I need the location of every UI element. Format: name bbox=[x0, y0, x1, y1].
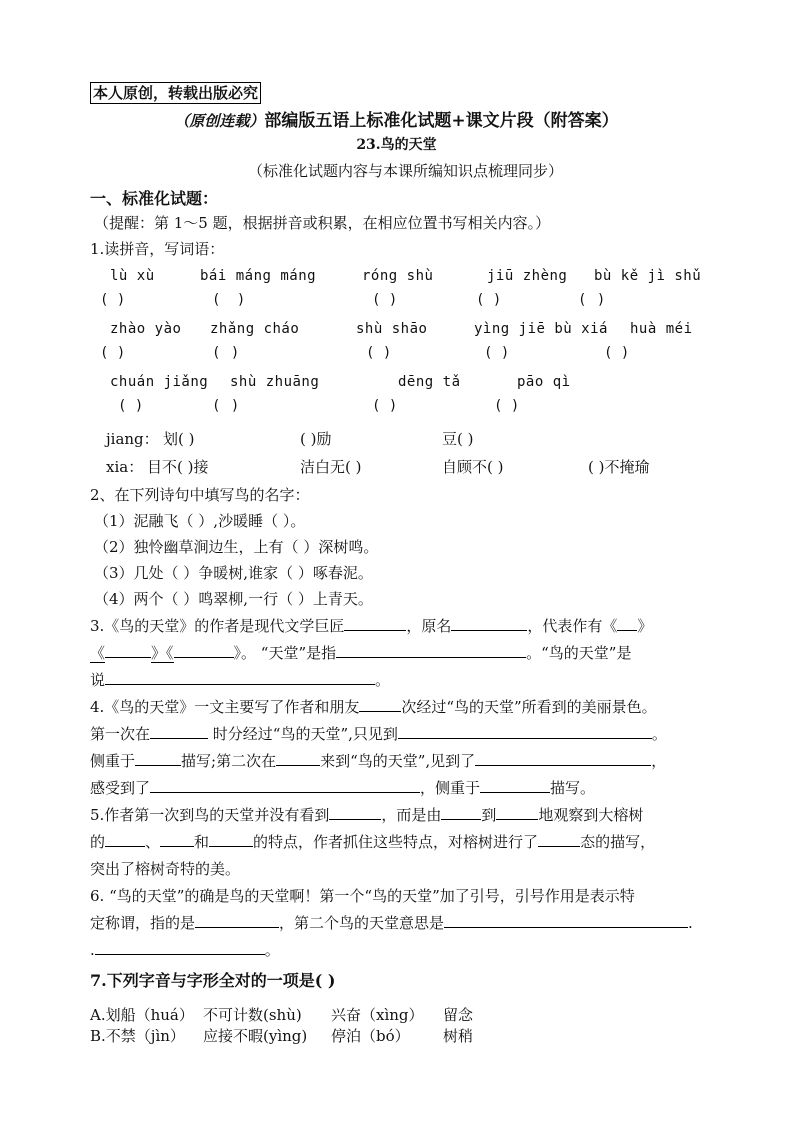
answer-blank[interactable] bbox=[209, 832, 253, 847]
answer-blank[interactable]: ( ) bbox=[372, 398, 398, 414]
answer-blank[interactable]: ( ) bbox=[366, 345, 392, 361]
q4-line2: 第一次在 时分经过“鸟的天堂”,只见到 。 bbox=[90, 725, 667, 743]
answer-blank[interactable] bbox=[174, 643, 234, 658]
hint-text: （提醒：第 1～5 题，根据拼音或积累，在相应位置书写相关内容。） bbox=[94, 214, 551, 232]
option-a-2: 不可计数(shù) bbox=[203, 1006, 302, 1024]
pinyin: bái máng máng bbox=[200, 268, 317, 284]
q5-line2: 的 、 和 的特点，作者抓住这些特点，对榕树进行了 态的描写， bbox=[90, 833, 656, 851]
answer-blank[interactable]: ( ) bbox=[494, 398, 520, 414]
answer-blank[interactable] bbox=[276, 751, 320, 766]
pinyin: yìng jiē bù xiá bbox=[474, 321, 608, 337]
answer-blank[interactable] bbox=[496, 805, 538, 820]
xia-label: xia： bbox=[106, 458, 144, 476]
pinyin: zhào yào bbox=[110, 321, 182, 337]
q5-line3: 突出了榕树奇特的美。 bbox=[90, 860, 241, 878]
poem-line[interactable]: （2）独怜幽草涧边生，上有（ ）深树鸣。 bbox=[94, 538, 379, 556]
pinyin: huà méi bbox=[630, 321, 693, 337]
option-b-4: 树稍 bbox=[443, 1027, 474, 1045]
section-heading: 一、标准化试题： bbox=[90, 189, 219, 208]
answer-blank[interactable] bbox=[160, 832, 194, 847]
answer-blank[interactable] bbox=[135, 751, 181, 766]
answer-blank[interactable]: ( ) bbox=[212, 292, 250, 308]
q4-line1: 4.《鸟的天堂》一文主要写了作者和朋友 次经过“鸟的天堂”所看到的美丽景色。 bbox=[90, 698, 657, 716]
answer-blank[interactable] bbox=[336, 643, 526, 658]
xia-item[interactable]: 自顾不( ) bbox=[442, 458, 504, 476]
jiang-item[interactable]: 豆( ) bbox=[442, 430, 474, 448]
answer-blank[interactable] bbox=[95, 940, 265, 955]
title-prefix: （原创连载） bbox=[174, 112, 265, 130]
q6-line2: 定称谓，指的是 ，第二个鸟的天堂意思是 . bbox=[90, 914, 693, 932]
q6-line1: 6. “鸟的天堂”的确是鸟的天堂啊！第一个“鸟的天堂”加了引号，引号作用是表示特 bbox=[90, 887, 635, 905]
answer-blank[interactable]: ( ) bbox=[484, 345, 510, 361]
answer-blank[interactable] bbox=[105, 670, 375, 685]
poem-line[interactable]: （3）几处（ ）争暖树,谁家（ ）啄春泥。 bbox=[94, 564, 373, 582]
q2-label: 2、在下列诗句中填写鸟的名字： bbox=[90, 486, 310, 504]
pinyin: shù shāo bbox=[356, 321, 428, 337]
answer-blank[interactable] bbox=[451, 616, 527, 631]
q4-line3: 侧重于 描写;第二次在 来到“鸟的天堂”,见到了 ， bbox=[90, 752, 667, 770]
answer-blank[interactable]: ( ) bbox=[578, 292, 607, 308]
q3-line1: 3.《鸟的天堂》的作者是现代文学巨匠 ，原名 ，代表作有《 》 bbox=[90, 617, 653, 635]
title-main: 部编版五语上标准化试题+课文片段（附答案） bbox=[264, 111, 619, 131]
option-b-3: 停泊（bó） bbox=[331, 1027, 410, 1045]
jiang-item[interactable]: ( )励 bbox=[300, 430, 332, 448]
answer-blank[interactable]: ( ) bbox=[476, 292, 502, 308]
answer-blank[interactable] bbox=[150, 724, 208, 739]
answer-blank[interactable] bbox=[344, 616, 406, 631]
q5-line1: 5.作者第一次到鸟的天堂并没有看到 ，而是由 到 地观察到大榕树 bbox=[90, 806, 644, 824]
answer-blank[interactable] bbox=[359, 697, 401, 712]
pinyin: pāo qì bbox=[517, 374, 571, 390]
q1-label: 1.读拼音，写词语： bbox=[90, 240, 225, 258]
answer-blank[interactable] bbox=[617, 616, 637, 631]
jiang-label: jiang： bbox=[106, 430, 159, 448]
answer-blank[interactable] bbox=[441, 805, 481, 820]
pinyin: lù xù bbox=[110, 268, 155, 284]
q7-label: 7.下列字音与字形全对的一项是( ) bbox=[90, 971, 336, 990]
answer-blank[interactable]: ( ) bbox=[100, 292, 126, 308]
answer-blank[interactable] bbox=[105, 643, 151, 658]
option-a-4: 留念 bbox=[443, 1006, 474, 1024]
answer-blank[interactable] bbox=[150, 778, 420, 793]
answer-blank[interactable]: ( ) bbox=[212, 345, 241, 361]
answer-blank[interactable] bbox=[398, 724, 652, 739]
answer-blank[interactable]: ( ) bbox=[212, 398, 241, 414]
option-b-2: 应接不暇(yìng) bbox=[203, 1027, 308, 1045]
lesson-title: 23.鸟的天堂 bbox=[356, 137, 437, 153]
copyright-stamp: 本人原创，转载出版必究 bbox=[90, 82, 261, 104]
answer-blank[interactable]: ( ) bbox=[118, 398, 144, 414]
page-title bbox=[0, 106, 793, 131]
option-a-3: 兴奋（xìng） bbox=[331, 1006, 424, 1024]
pinyin: chuán jiǎng bbox=[110, 374, 209, 390]
pinyin: zhǎng cháo bbox=[210, 321, 300, 337]
sync-note: （标准化试题内容与本课所编知识点梳理同步） bbox=[248, 162, 564, 180]
q3-line3: 说 。 bbox=[90, 671, 391, 689]
xia-item[interactable]: 目不( )接 bbox=[147, 458, 209, 476]
pinyin: bù kě jì shǔ bbox=[594, 268, 702, 284]
answer-blank[interactable]: ( ) bbox=[100, 345, 126, 361]
answer-blank[interactable] bbox=[195, 913, 279, 928]
q3-line2: 《 》《 》。 “天堂”是指 。“鸟的天堂”是 bbox=[90, 644, 632, 662]
option-a-1[interactable]: A.划船（huá） bbox=[90, 1006, 194, 1024]
answer-blank[interactable] bbox=[480, 778, 550, 793]
pinyin: shù zhuāng bbox=[230, 374, 320, 390]
answer-blank[interactable] bbox=[475, 751, 651, 766]
answer-blank[interactable] bbox=[444, 913, 688, 928]
pinyin: róng shù bbox=[362, 268, 434, 284]
xia-item[interactable]: ( )不掩瑜 bbox=[588, 458, 650, 476]
jiang-item[interactable]: 划( ) bbox=[163, 430, 195, 448]
poem-line[interactable]: （1）泥融飞（ ）,沙暖睡（ ）。 bbox=[94, 512, 306, 530]
pinyin: dēng tǎ bbox=[398, 374, 461, 390]
answer-blank[interactable]: ( ) bbox=[604, 345, 630, 361]
xia-item[interactable]: 洁白无( ) bbox=[300, 458, 362, 476]
answer-blank[interactable]: ( ) bbox=[372, 292, 398, 308]
q4-line4: 感受到了 ，侧重于 描写。 bbox=[90, 779, 596, 797]
q6-line3: . 。 bbox=[90, 941, 280, 959]
option-b-1[interactable]: B.不禁（jìn） bbox=[90, 1027, 185, 1045]
pinyin: jiū zhèng bbox=[487, 268, 568, 284]
answer-blank[interactable] bbox=[105, 832, 145, 847]
poem-line[interactable]: （4）两个（ ）鸣翠柳,一行（ ）上青天。 bbox=[94, 590, 373, 608]
answer-blank[interactable] bbox=[329, 805, 381, 820]
answer-blank[interactable] bbox=[538, 832, 580, 847]
